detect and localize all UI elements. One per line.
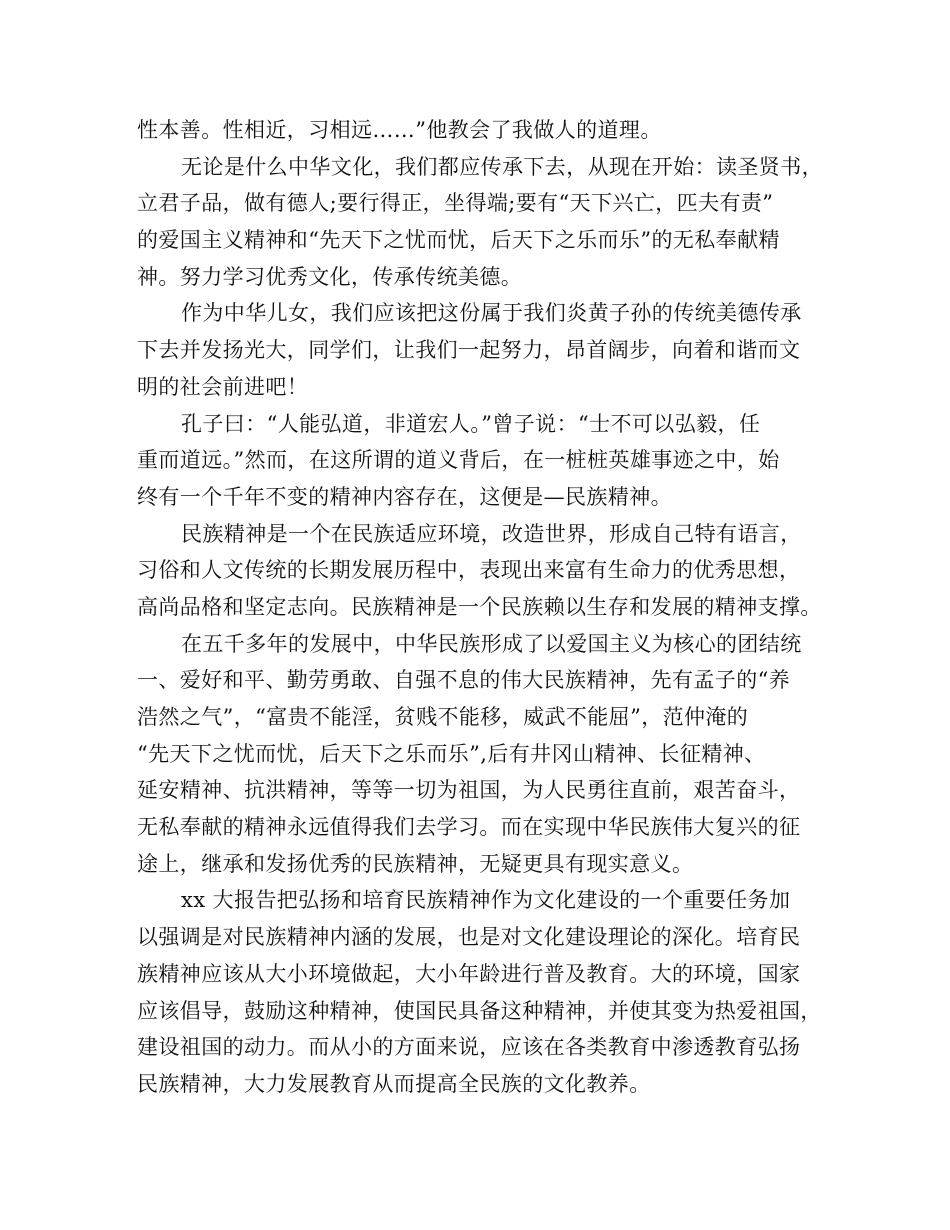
paragraph-first-line: 作为中华儿女，我们应该把这份属于我们炎黄子孙的传统美德传承: [181, 301, 802, 326]
text-line: 族精神应该从大小环境做起，大小年龄进行普及教育。大的环境，国家: [137, 961, 801, 986]
text-line: 下去并发扬光大，同学们，让我们一起努力，昂首阔步，向着和谐而文: [137, 338, 801, 363]
text-line: 终有一个千年不变的精神内容存在，这便是—民族精神。: [137, 484, 672, 509]
text-line: 重而道远。”然而，在这所谓的道义背后，在一桩桩英雄事迹之中，始: [137, 448, 780, 473]
paragraph-first-line: 孔子曰：“人能弘道，非道宏人。”曾子说：“士不可以弘毅，任: [181, 411, 761, 436]
text-line: 习俗和人文传统的长期发展历程中，表现出来富有生命力的优秀思想，: [137, 558, 801, 583]
text-line: 民族精神，大力发展教育从而提高全民族的文化教养。: [137, 1071, 651, 1096]
text-line: 性本善。性相近，习相远……”他教会了我做人的道理。: [137, 118, 662, 142]
text-line: 一、爱好和平、勤劳勇敢、自强不息的伟大民族精神，先有孟子的“养: [137, 668, 791, 693]
text-line: 的爱国主义精神和“先天下之忧而忧，后天下之乐而乐”的无私奉献精: [137, 228, 780, 253]
text-line: 无私奉献的精神永远值得我们去学习。而在实现中华民族伟大复兴的征: [137, 815, 801, 840]
paragraph-first-line: 无论是什么中华文化，我们都应传承下去，从现在开始：读圣贤书，: [181, 154, 823, 179]
text-line: 明的社会前进吧！: [137, 374, 309, 399]
text-line: 立君子品，做有德人;要行得正，坐得端;要有“天下兴亡，匹夫有责”: [137, 191, 774, 216]
text-line: 浩然之气”，“富贵不能淫，贫贱不能移，威武不能屈”，范仲淹的: [137, 705, 749, 729]
paragraph-first-line: 民族精神是一个在民族适应环境，改造世界，形成自己特有语言，: [181, 521, 802, 546]
text-line: 以强调是对民族精神内涵的发展，也是对文化建设理论的深化。培育民: [137, 925, 801, 950]
text-line: 延安精神、抗洪精神，等等一切为祖国，为人民勇往直前，艰苦奋斗，: [137, 778, 801, 803]
document-body: [137, 112, 827, 1103]
paragraph-first-line: 在五千多年的发展中，中华民族形成了以爱国主义为核心的团结统: [181, 631, 802, 656]
text-line: 建设祖国的动力。而从小的方面来说，应该在各类教育中渗透教育弘扬: [137, 1035, 801, 1060]
paragraph-first-line: xx 大报告把弘扬和培育民族精神作为文化建设的一个重要任务加: [181, 888, 791, 913]
text-line: 高尚品格和坚定志向。民族精神是一个民族赖以生存和发展的精神支撑。: [137, 594, 822, 619]
text-line: 神。努力学习优秀文化，传承传统美德。: [137, 264, 523, 289]
text-line: 途上，继承和发扬优秀的民族精神，无疑更具有现实意义。: [137, 851, 694, 876]
text-line: “先天下之忧而忧，后天下之乐而乐”,后有井冈山精神、长征精神、: [137, 741, 766, 766]
text-line: 应该倡导，鼓励这种精神，使国民具备这种精神，并使其变为热爱祖国，: [137, 998, 822, 1023]
